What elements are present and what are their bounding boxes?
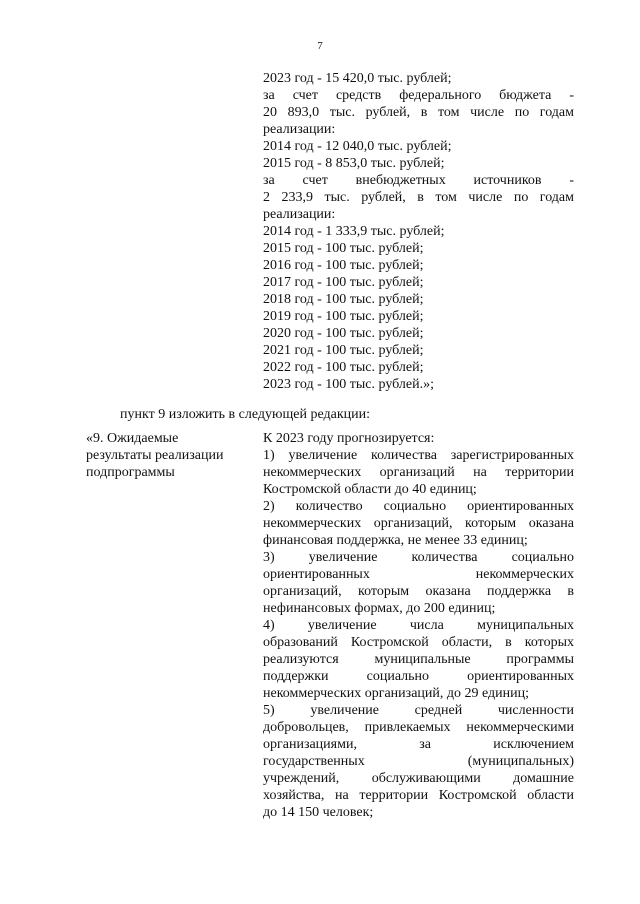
text-line: 2018 год - 100 тыс. рублей; [263, 292, 424, 307]
text-line: поддержки социально ориентированных [263, 669, 574, 684]
expected-results-text [263, 430, 574, 821]
text-line: 5) увеличение средней численности [263, 703, 574, 718]
text-line: некоммерческих организаций, до 29 единиц; [263, 686, 530, 701]
label-line: «9. Ожидаемые [86, 431, 179, 446]
text-line: образований Костромской области, в которых [263, 635, 574, 650]
text-line: финансовая поддержка, не менее 33 единиц; [263, 533, 528, 548]
text-line: 2 233,9 тыс. рублей, в том числе по годам [263, 190, 574, 205]
text-line: реализации: [263, 207, 336, 222]
text-line: хозяйства, на территории Костромской области [263, 788, 574, 803]
text-line: 2023 год - 100 тыс. рублей.»; [263, 377, 435, 392]
text-line: 2014 год - 1 333,9 тыс. рублей; [263, 224, 445, 239]
text-line: до 14 150 человек; [263, 805, 374, 820]
text-line: 3) увеличение количества социально [263, 550, 574, 565]
funding-sources-text [263, 70, 574, 393]
text-line: 4) увеличение числа муниципальных [263, 618, 574, 633]
text-line: реализации: [263, 122, 336, 137]
label-line: результаты реализации [86, 448, 224, 463]
text-line: 2014 год - 12 040,0 тыс. рублей; [263, 139, 452, 154]
page-number: 7 [317, 40, 323, 52]
text-line: 2015 год - 8 853,0 тыс. рублей; [263, 156, 445, 171]
text-line: добровольцев, привлекаемых некоммерческими [263, 720, 574, 735]
text-line: 2019 год - 100 тыс. рублей; [263, 309, 424, 324]
amendment-instruction: пункт 9 изложить в следующей редакции: [120, 407, 370, 422]
label-line: подпрограммы [86, 465, 175, 480]
text-line: организациями, за исключением [263, 737, 574, 752]
text-line: учреждений, обслуживающими домашние [263, 771, 574, 786]
text-line: некоммерческих организаций, которым оказана [263, 516, 574, 531]
text-line: 2016 год - 100 тыс. рублей; [263, 258, 424, 273]
text-line: 2023 год - 15 420,0 тыс. рублей; [263, 71, 452, 86]
text-line: ориентированных некоммерческих [263, 567, 574, 582]
text-line: реализуются муниципальные программы [263, 652, 574, 667]
text-line: 2021 год - 100 тыс. рублей; [263, 343, 424, 358]
text-line: организаций, которым оказана поддержка в [263, 584, 574, 599]
text-line: 2017 год - 100 тыс. рублей; [263, 275, 424, 290]
section-label [86, 430, 261, 481]
text-line: 2) количество социально ориентированных [263, 499, 574, 514]
text-line: 2015 год - 100 тыс. рублей; [263, 241, 424, 256]
text-line: 1) увеличение количества зарегистрированных [263, 448, 574, 463]
text-line: 2022 год - 100 тыс. рублей; [263, 360, 424, 375]
text-line: за счет внебюджетных источников - [263, 173, 574, 188]
text-line: К 2023 году прогнозируется: [263, 431, 435, 446]
text-line: государственных (муниципальных) [263, 754, 574, 769]
text-line: 2020 год - 100 тыс. рублей; [263, 326, 424, 341]
text-line: Костромской области до 40 единиц; [263, 482, 477, 497]
text-line: за счет средств федерального бюджета - [263, 88, 574, 103]
text-line: 20 893,0 тыс. рублей, в том числе по годам [263, 105, 574, 120]
text-line: нефинансовых формах, до 200 единиц; [263, 601, 496, 616]
text-line: некоммерческих организаций на территории [263, 465, 574, 480]
